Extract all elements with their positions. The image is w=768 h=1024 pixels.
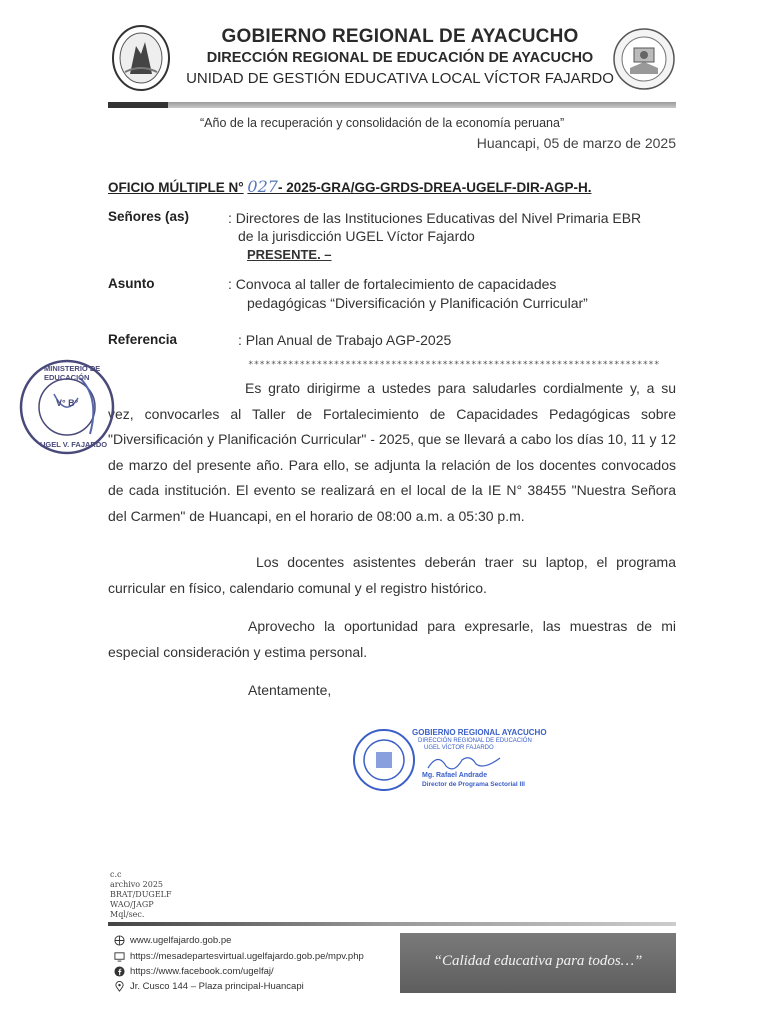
stamp-ring-top: MINISTERIO DE EDUCACIÓN [44,364,101,382]
subject-line1: : Convoca al taller de fortalecimiento de capacidades [228,276,557,292]
approval-stamp [18,358,116,456]
header-government: GOBIERNO REGIONAL DE AYACUCHO [221,26,579,47]
year-motto: “Año de la recuperación y consolidación de la economía peruana” [200,116,565,130]
footer-facebook[interactable] [114,966,274,977]
signature-line2: UGEL VÍCTOR FAJARDO [424,745,494,751]
subject-label: Asunto [108,276,155,291]
regional-government-logo [110,24,172,92]
presente-label: PRESENTE. – [247,247,332,262]
footer-divider [108,922,676,926]
signature-role: Director de Programa Sectorial III [422,781,525,788]
header-divider [108,102,676,108]
signature-block [352,728,562,794]
oficio-prefix: OFICIO MÚLTIPLE N° [108,180,244,195]
separator-stars: ************************************************************************ [248,360,660,370]
stamp-center: V° B° [56,398,79,408]
footer-mesa-text: https://mesadepartesvirtual.ugelfajardo.gob.pe/mpv.php [130,951,364,962]
closing-salutation: Atentamente, [248,682,332,698]
body-paragraph-2-text: Los docentes asistentes deberán traer su laptop, el programa curricular en físico, calendario comunal y el registro histórico. [108,554,676,596]
footer-web-text: www.ugelfajardo.gob.pe [130,935,232,946]
header-directorate: DIRECCIÓN REGIONAL DE EDUCACIÓN DE AYACUCHO [206,50,594,66]
footer-address-text: Jr. Cusco 144 – Plaza principal-Huancapi [130,981,304,992]
oficio-number: 027 [247,177,278,196]
stamp-ring-bottom: UGEL V. FAJARDO [40,440,108,449]
copy-item: WAO/JAGP [110,900,154,909]
copy-list [110,870,172,920]
reference-value: : Plan Anual de Trabajo AGP-2025 [238,332,452,348]
recipients-line2: de la jurisdicción UGEL Víctor Fajardo [238,228,475,244]
footer-facebook-text: https://www.facebook.com/ugelfaj/ [130,966,274,977]
footer-address [114,981,304,992]
official-seal-icon [352,728,416,792]
copy-item: BRAT/DUGELF [110,890,172,899]
handwritten-signature [424,750,504,774]
reference-label: Referencia [108,332,178,347]
body-paragraph-3-text: Aprovecho la oportunidad para expresarle, las muestras de mi especial consideración y estima personal. [108,618,676,660]
body-paragraph-2 [108,550,676,601]
education-directorate-logo [612,26,676,92]
subject-line2: pedagógicas “Diversificación y Planificación Curricular” [247,295,588,311]
globe-icon [114,935,125,946]
slogan-text: “Calidad educativa para todos…” [433,953,643,969]
slogan-banner [400,933,676,993]
facebook-icon [114,966,125,977]
signature-org: GOBIERNO REGIONAL AYACUCHO [412,728,547,737]
body-paragraph-1 [108,376,676,529]
header-ugel: UNIDAD DE GESTIÓN EDUCATIVA LOCAL VÍCTOR FAJARDO [186,70,614,87]
location-pin-icon [114,981,125,992]
signature-name: Mg. Rafael Andrade [422,772,488,779]
copy-item: archivo 2025 [110,880,164,889]
letter-date: Huancapi, 05 de marzo de 2025 [476,135,676,151]
copy-item: Mql/sec. [110,910,145,919]
oficio-suffix: - 2025-GRA/GG-GRDS-DREA-UGELF-DIR-AGP-H. [277,180,592,195]
body-paragraph-3 [108,614,676,665]
body-paragraph-1-text: Es grato dirigirme a ustedes para saludarles cordialmente y, a su vez, convocarles al Taller de Fortalecimiento de Capacidades Pedagógicas sobre "Diversificación y Planificación Curricular" - 2025, que se llevará a cabo los días 10, 11 y 12 de marzo del presente año. Para ello, se adjunta la relación de los docentes convocados de cada institución. El evento se realizará en el local de la IE N° 38455 "Nuestra Señora del Carmen" de Huancapi, en el horario de 08:00 a.m. a 05:30 p.m. [108,380,676,524]
footer-web[interactable] [114,935,231,946]
monitor-icon [114,951,125,962]
recipients-label: Señores (as) [108,209,190,224]
header-divider-accent [108,102,168,108]
signature-line1: DIRECCIÓN REGIONAL DE EDUCACIÓN [418,738,532,744]
oficio-reference [108,177,591,196]
copy-item: c.c [110,870,122,879]
footer-mesa[interactable] [114,951,364,962]
recipients-line1: : Directores de las Instituciones Educativas del Nivel Primaria EBR [228,210,642,226]
